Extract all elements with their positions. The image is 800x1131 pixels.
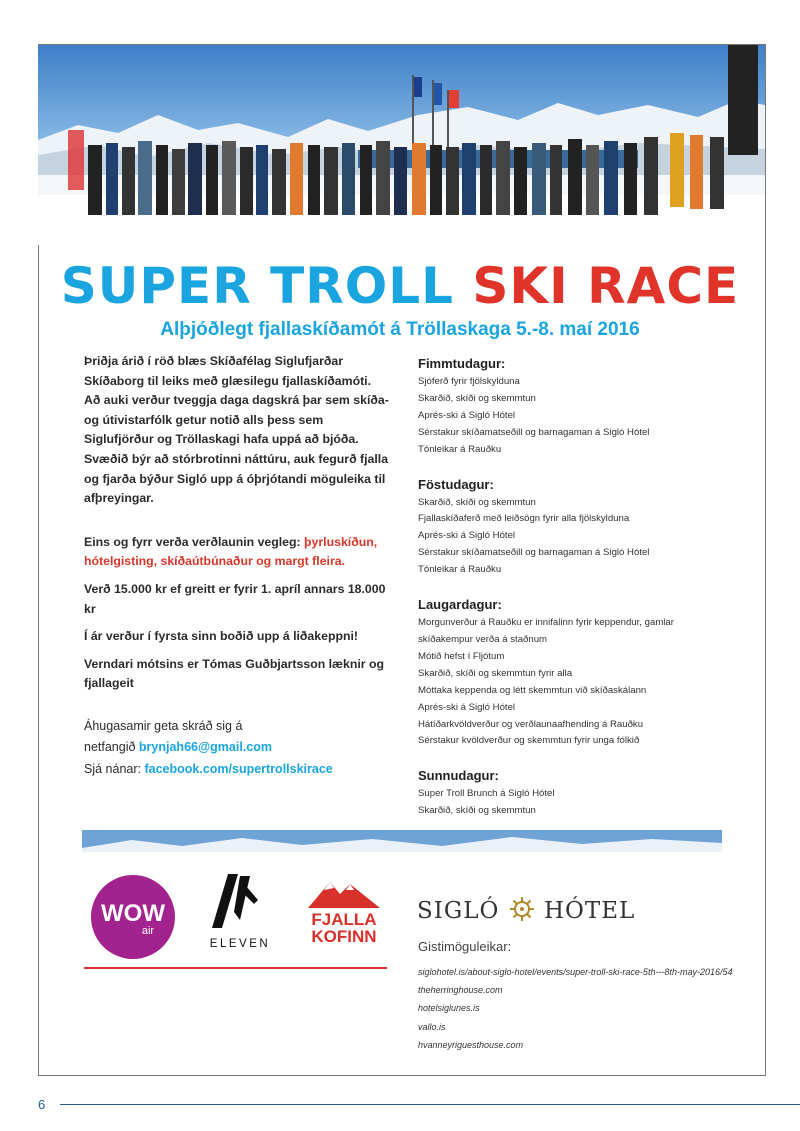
event-subtitle: Alþjóðlegt fjallaskíðamót á Tröllaskaga 5.-8. maí 2016 <box>160 319 640 340</box>
helm-icon <box>509 896 535 928</box>
event-title <box>0 258 800 314</box>
accommodation-link[interactable]: hvanneyriguesthouse.com <box>418 1039 524 1050</box>
schedule-item: Sérstakur skíðamatseðill og barnagaman á Sigló Hótel <box>418 426 650 438</box>
day-heading: Laugardagur: <box>418 597 502 613</box>
schedule-item: Aprés-ski á Sigló Hótel <box>418 530 516 542</box>
wow-air-logo <box>90 874 176 960</box>
schedule-item: Skarðið, skíði og skemmtun <box>418 496 536 508</box>
fjalla-logo-line2: KOFINN <box>311 927 377 946</box>
accommodation-link[interactable]: theherringhouse.com <box>418 985 503 996</box>
accommodation-link[interactable]: hotelsiglunes.is <box>418 1003 480 1014</box>
accommodation-heading: Gistimöguleikar: <box>418 939 512 954</box>
intro-paragraph: Þriðja árið í röð blæs Skíðafélag Siglufjarðar Skíðaborg til leiks með glæsilegu fjallaskíðamóti. Að auki verður tveggja daga dagskrá þar sem skíða- og útivistarfólk getur notið alls þess sem Siglufjörður og Tröllaskagi hafa uppá að bjóða. Svæðið býr að stórbrotinni náttúru, auk fegurð fjalla og fjarða býður Sigló upp á óþrjótandi möguleika til afþreyingar. <box>84 354 389 506</box>
facebook-link[interactable]: facebook.com/supertrollskirace <box>144 761 333 776</box>
schedule-item: Sjóferð fyrir fjölskylduna <box>418 376 520 387</box>
contact-fb-row <box>84 759 389 781</box>
team-paragraph: Í ár verður í fyrsta sinn boðið upp á liðakeppni! <box>84 629 358 644</box>
photo-strip <box>82 830 722 858</box>
schedule-item: Aprés-ski á Sigló Hótel <box>418 409 516 421</box>
schedule-item: Mótið hefst í Fljótum <box>418 650 505 662</box>
banner-photo <box>38 45 765 245</box>
eleven-logo-text: ELEVEN <box>209 938 271 950</box>
wow-logo-sub: air <box>141 925 155 937</box>
schedule-day <box>418 597 758 750</box>
siglo-logo-left: SIGLÓ <box>417 898 500 924</box>
schedule-day <box>418 356 758 459</box>
price-paragraph: Verð 15.000 kr ef greitt er fyrir 1. apríl annars 18.000 kr <box>84 581 386 616</box>
intro-column <box>84 352 389 780</box>
schedule-item: Skarðið, skíði og skemmtun <box>418 392 536 404</box>
contact-block <box>84 716 389 781</box>
schedule-item: Móttaka keppenda og létt skemmtun við skíðaskálann <box>418 684 647 696</box>
schedule-item: Skarðið, skíði og skemmtun <box>418 805 536 817</box>
schedule-item: Morgunverður á Rauðku er innifalinn fyrir keppendur, gamlar <box>418 617 674 629</box>
contact-email-row <box>84 737 389 759</box>
day-heading: Föstudagur: <box>418 476 494 492</box>
schedule-day <box>418 768 758 820</box>
email-link[interactable]: brynjah66@gmail.com <box>138 740 272 755</box>
schedule-item: Hátíðarkvöldverður og verðlaunaafhending á Rauðku <box>418 718 644 730</box>
accommodation-link[interactable]: vallo.is <box>418 1021 446 1032</box>
schedule-item: Tónleikar á Rauðku <box>418 564 502 576</box>
schedule-item: Sérstakur skíðamatseðill og barnagaman á Sigló Hótel <box>418 547 650 559</box>
fjallakofinn-logo <box>304 878 384 946</box>
schedule-item: Fjallaskíðaferð með leiðsögn fyrir alla fjölskylduna <box>418 513 630 525</box>
prizes-paragraph <box>84 533 389 572</box>
schedule-item: skíðakempur verða á staðnum <box>418 633 548 645</box>
prizes-lead: Eins og fyrr verða verðlaunin vegleg: <box>84 534 305 549</box>
fb-label: Sjá nánar: <box>84 761 145 776</box>
fjalla-logo-line1: FJALLA <box>311 910 377 929</box>
schedule-column <box>418 356 758 838</box>
title-part2: SKI RACE <box>472 257 740 315</box>
prizes-items: þyrluskíðun, hótelgisting, skíðaútbúnaður og margt fleira. <box>84 534 378 569</box>
schedule-item: Super Troll Brunch á Sigló Hótel <box>418 788 555 800</box>
schedule-item: Sérstakur kvöldverður og skemmtun fyrir unga fólkið <box>418 735 640 747</box>
page-number: 6 <box>38 1097 46 1112</box>
siglo-hotel-logo <box>417 896 635 928</box>
accommodation-link[interactable]: siglohotel.is/about-siglo-hotel/events/super-troll-ski-race-5th---8th-may-2016/54 <box>418 967 733 977</box>
contact-line1: Áhugasamir geta skráð sig á <box>84 718 243 733</box>
schedule-item: Skarðið, skíði og skemmtun fyrir alla <box>418 667 573 679</box>
title-part1: SUPER TROLL <box>60 257 454 315</box>
schedule-day <box>418 477 758 580</box>
day-heading: Sunnudagur: <box>418 768 499 784</box>
email-label: netfangið <box>84 740 139 755</box>
eleven-logo <box>200 870 280 950</box>
schedule-item: Tónleikar á Rauðku <box>418 443 502 455</box>
sponsor-divider <box>84 967 387 969</box>
siglo-logo-right: HÓTEL <box>543 898 636 924</box>
accommodation-links <box>418 963 732 1054</box>
patron-paragraph: Verndari mótsins er Tómas Guðbjartsson læknir og fjallageit <box>84 656 384 691</box>
wow-logo-text: WOW <box>101 900 165 927</box>
schedule-item: Aprés-ski á Sigló Hótel <box>418 701 516 713</box>
footer-rule <box>60 1104 800 1105</box>
day-heading: Fimmtudagur: <box>418 356 506 371</box>
